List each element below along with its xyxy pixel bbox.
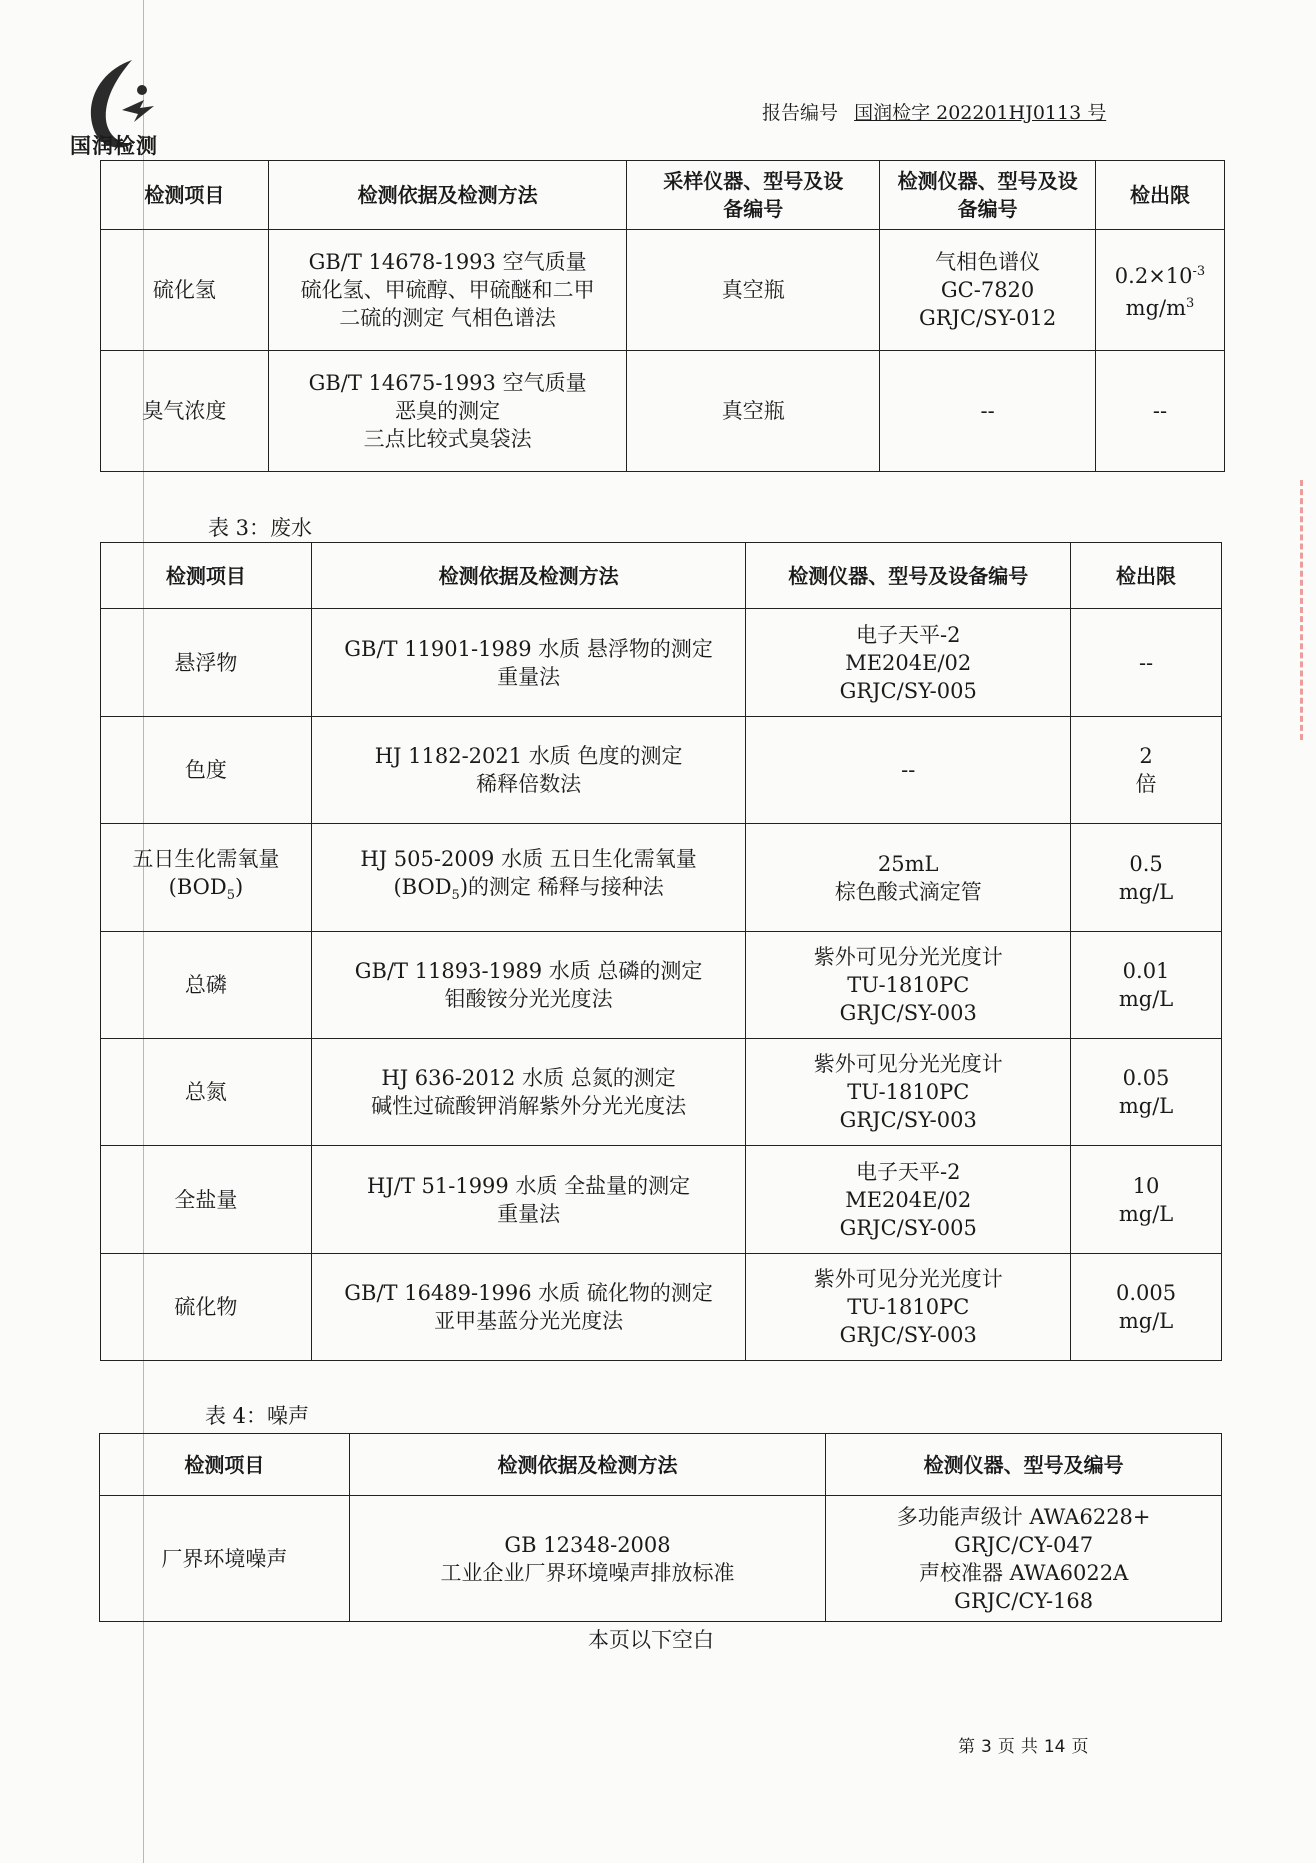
cell-item: 色度 <box>101 717 312 824</box>
header-limit: 检出限 <box>1071 543 1222 609</box>
header-instrument: 检测仪器、型号及设备编号 <box>746 543 1071 609</box>
table-row <box>101 609 1222 717</box>
cell-item: 全盐量 <box>101 1146 312 1254</box>
cell-limit: 0.5 mg/L <box>1071 824 1222 932</box>
cell-instrument: 多功能声级计 AWA6228+ GRJC/CY-047 声校准器 AWA6022A GRJC/CY-168 <box>826 1496 1222 1622</box>
cell-instrument: 紫外可见分光光度计 TU-1810PC GRJC/SY-003 <box>746 932 1071 1039</box>
cell-sampler: 真空瓶 <box>627 351 880 472</box>
cell-method: HJ 505-2009 水质 五日生化需氧量 $(BOD_5)$的测定 稀释与接种法 <box>311 824 746 932</box>
seal-stamp-edge <box>1300 480 1316 740</box>
cell-instrument: -- <box>746 717 1071 824</box>
table-row <box>100 1496 1222 1622</box>
cell-method: GB/T 11901-1989 水质 悬浮物的测定 重量法 <box>311 609 746 717</box>
header-item: 检测项目 <box>101 161 269 230</box>
table-row <box>101 1254 1222 1361</box>
cell-item: 五日生化需氧量 $(BOD_5)$ <box>101 824 312 932</box>
header-item: 检测项目 <box>101 543 312 609</box>
cell-method: HJ 1182-2021 水质 色度的测定 稀释倍数法 <box>311 717 746 824</box>
cell-limit: -- <box>1096 351 1225 472</box>
header-method: 检测依据及检测方法 <box>349 1434 826 1496</box>
cell-item: 悬浮物 <box>101 609 312 717</box>
table-row <box>101 932 1222 1039</box>
cell-limit: 0.005 mg/L <box>1071 1254 1222 1361</box>
header-sampler: 采样仪器、型号及设备编号 <box>627 161 880 230</box>
cell-item: 硫化氢 <box>101 230 269 351</box>
report-number-label: 报告编号 <box>762 102 839 124</box>
table-row <box>101 1039 1222 1146</box>
cell-limit: 2 倍 <box>1071 717 1222 824</box>
cell-method: HJ/T 51-1999 水质 全盐量的测定 重量法 <box>311 1146 746 1254</box>
report-number <box>762 98 1106 125</box>
cell-limit: 0.01 mg/L <box>1071 932 1222 1039</box>
cell-instrument: 气相色谱仪 GC-7820 GRJC/SY-012 <box>880 230 1096 351</box>
table-header-row <box>101 543 1222 609</box>
header-method: 检测依据及检测方法 <box>268 161 627 230</box>
table-row <box>101 351 1225 472</box>
cell-limit: $0.2\times 10^{-3}$ $mg/m^3$ <box>1096 230 1225 351</box>
cell-limit: 10 mg/L <box>1071 1146 1222 1254</box>
cell-instrument: -- <box>880 351 1096 472</box>
header-instrument: 检测仪器、型号及设备编号 <box>880 161 1096 230</box>
cell-method: GB 12348-2008 工业企业厂界环境噪声排放标准 <box>349 1496 826 1622</box>
cell-limit: 0.05 mg/L <box>1071 1039 1222 1146</box>
table3-caption: 表 3：废水 <box>208 516 313 540</box>
cell-instrument: 紫外可见分光光度计 TU-1810PC GRJC/SY-003 <box>746 1039 1071 1146</box>
cell-method: GB/T 14675-1993 空气质量 恶臭的测定 三点比较式臭袋法 <box>268 351 627 472</box>
table-row <box>101 824 1222 932</box>
table-row <box>101 230 1225 351</box>
report-number-value: 国润检字 202201HJ0113 号 <box>854 102 1107 124</box>
table-wastewater-methods <box>100 542 1222 1361</box>
cell-method: GB/T 11893-1989 水质 总磷的测定 钼酸铵分光光度法 <box>311 932 746 1039</box>
cell-instrument: 25mL 棕色酸式滴定管 <box>746 824 1071 932</box>
cell-item: 总磷 <box>101 932 312 1039</box>
cell-sampler: 真空瓶 <box>627 230 880 351</box>
cell-item: 硫化物 <box>101 1254 312 1361</box>
cell-instrument: 紫外可见分光光度计 TU-1810PC GRJC/SY-003 <box>746 1254 1071 1361</box>
cell-method: HJ 636-2012 水质 总氮的测定 碱性过硫酸钾消解紫外分光光度法 <box>311 1039 746 1146</box>
table-row <box>101 717 1222 824</box>
logo-text: 国润检测 <box>70 134 158 158</box>
table-header-row <box>100 1434 1222 1496</box>
table-air-methods <box>100 160 1225 472</box>
blank-page-note: 本页以下空白 <box>588 1628 714 1652</box>
table-row <box>101 1146 1222 1254</box>
cell-item: 厂界环境噪声 <box>100 1496 350 1622</box>
cell-instrument: 电子天平-2 ME204E/02 GRJC/SY-005 <box>746 1146 1071 1254</box>
table4-caption: 表 4：噪声 <box>205 1404 310 1428</box>
table-header-row <box>101 161 1225 230</box>
header-instrument: 检测仪器、型号及编号 <box>826 1434 1222 1496</box>
cell-item: 臭气浓度 <box>101 351 269 472</box>
cell-item: 总氮 <box>101 1039 312 1146</box>
cell-method: GB/T 16489-1996 水质 硫化物的测定 亚甲基蓝分光光度法 <box>311 1254 746 1361</box>
header-item: 检测项目 <box>100 1434 350 1496</box>
cell-method: GB/T 14678-1993 空气质量 硫化氢、甲硫醇、甲硫醚和二甲 二硫的测定 气相色谱法 <box>268 230 627 351</box>
header-limit: 检出限 <box>1096 161 1225 230</box>
cell-limit: -- <box>1071 609 1222 717</box>
cell-instrument: 电子天平-2 ME204E/02 GRJC/SY-005 <box>746 609 1071 717</box>
table-noise-methods <box>99 1433 1222 1622</box>
header-method: 检测依据及检测方法 <box>311 543 746 609</box>
page-number: 第 3 页 共 14 页 <box>958 1737 1089 1757</box>
